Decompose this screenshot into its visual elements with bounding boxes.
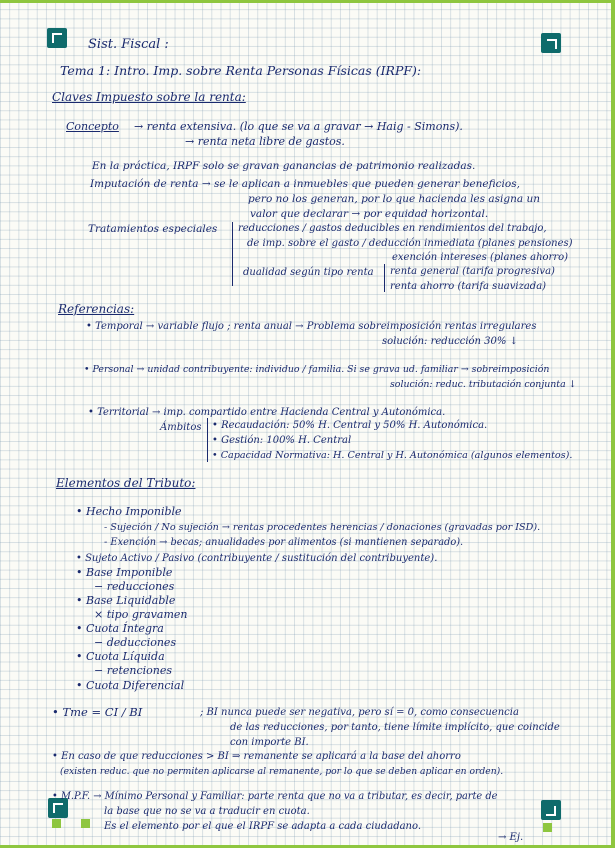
dualidad-line-2: renta ahorro (tarifa suavizada) [390,281,547,292]
imputacion-line-1: Imputación de renta → se le aplican a inmuebles que pueden generar beneficios, [90,178,520,190]
sujecion-line: - Sujeción / No sujeción → rentas procedentes herencias / donaciones (gravadas por ISD). [104,522,541,533]
green-square-icon [52,819,61,828]
dualidad-line-1: renta general (tarifa progresiva) [390,266,555,277]
ambitos-brace [207,418,208,462]
ambitos-line-3: • Capacidad Normativa: H. Central y H. Autonómica (algunos elementos). [212,450,573,461]
green-square-icon [81,819,90,828]
mpf-line-3: Es el elemento por el que el IRPF se adapta a cada ciudadano. [104,821,422,832]
ambitos-line-2: • Gestión: 100% H. Central [212,435,352,446]
corner-marker-top-left-icon [47,28,67,48]
concepto-label: Concepto [66,120,119,133]
ambitos-line-1: • Recaudación: 50% H. Central y 50% H. Autonómica. [212,420,488,431]
tme-line-2: de las reducciones, por tanto, tiene límite implícito, que coincide [230,722,560,733]
referencias-heading: Referencias: [58,302,135,316]
imputacion-line-2: pero no los generan, por lo que hacienda les asigna un [248,193,540,205]
temporal-line-1: • Temporal → variable flujo ; renta anual → Problema sobreimposición rentas irregulares [86,321,537,332]
tratamientos-label: Tratamientos especiales [88,223,218,235]
top-border [0,0,615,3]
tratamientos-brace [232,222,233,286]
temporal-line-2: solución: reducción 30% ↓ [382,336,518,347]
cuota-integra-sub: − deducciones [94,636,177,649]
base-imponible-sub: − reducciones [94,580,175,593]
claves-heading: Claves Impuesto sobre la renta: [52,90,246,104]
personal-line-2: solución: reduc. tributación conjunta ↓ [390,379,577,390]
example-pointer: → Ej. [498,832,524,843]
base-imponible: • Base Imponible [76,566,173,579]
exencion-line: - Exención → becas; anualidades por alimentos (si mantienen separado). [104,537,464,548]
corner-marker-top-right-icon [541,33,561,53]
tratamientos-line-1: reducciones / gastos deducibles en rendimientos del trabajo, [238,223,547,234]
cuota-liquida: • Cuota Líquida [76,650,165,663]
tme-line-3: con importe BI. [230,737,309,748]
mpf-line-2: la base que no se va a traducir en cuota. [104,806,310,817]
dualidad-brace [384,264,385,292]
tme-line-1: ; BI nunca puede ser negativa, pero sí = 0, como consecuencia [200,707,519,718]
imputacion-line-3: valor que declarar → por equidad horizontal. [250,208,489,220]
mpf-line-1: • M.P.F. → Mínimo Personal y Familiar: parte renta que no va a tributar, es decir, parte de [52,791,498,802]
ambitos-label: Ámbitos [160,422,202,433]
hecho-imponible: • Hecho Imponible [76,505,182,518]
topic-title: Tema 1: Intro. Imp. sobre Renta Personas Físicas (IRPF): [60,63,422,78]
cuota-diferencial: • Cuota Diferencial [76,679,185,692]
right-border [611,0,615,848]
tratamientos-line-3: exención intereses (planes ahorro) [392,252,569,263]
territorial-line-1: • Territorial → imp. compartido entre Hacienda Central y Autonómica. [88,407,446,418]
corner-marker-bottom-right-icon [541,800,561,820]
base-liquidable-sub: × tipo gravamen [94,608,188,621]
sujeto-line: • Sujeto Activo / Pasivo (contribuyente / sustitución del contribuyente). [76,553,438,564]
base-liquidable: • Base Liquidable [76,594,176,607]
cuota-liquida-sub: − retenciones [94,664,173,677]
caso-line-2: (existen reduc. que no permiten aplicarse al remanente, por lo que se deben aplicar en orden). [60,766,504,777]
concepto-line-1: → renta extensiva. (lo que se va a gravar → Haig - Simons). [134,120,463,133]
elementos-heading: Elementos del Tributo: [56,476,196,490]
caso-line-1: • En caso de que reducciones > BI ⇒ remanente se aplicará a la base del ahorro [52,751,461,762]
green-square-icon [543,823,552,832]
cuota-integra: • Cuota Íntegra [76,622,164,635]
practica-line: En la práctica, IRPF solo se gravan ganancias de patrimonio realizadas. [92,160,476,172]
subject-title: Sist. Fiscal : [88,37,169,52]
tme-formula: • Tme = CI / BI [52,705,143,719]
tratamientos-line-2: de imp. sobre el gasto / deducción inmediata (planes pensiones) [247,238,573,249]
concepto-line-2: → renta neta libre de gastos. [185,135,345,148]
dualidad-label: dualidad según tipo renta [243,267,374,278]
personal-line-1: • Personal → unidad contribuyente: individuo / familia. Si se grava ud. familiar → sobreimposición [84,364,550,375]
